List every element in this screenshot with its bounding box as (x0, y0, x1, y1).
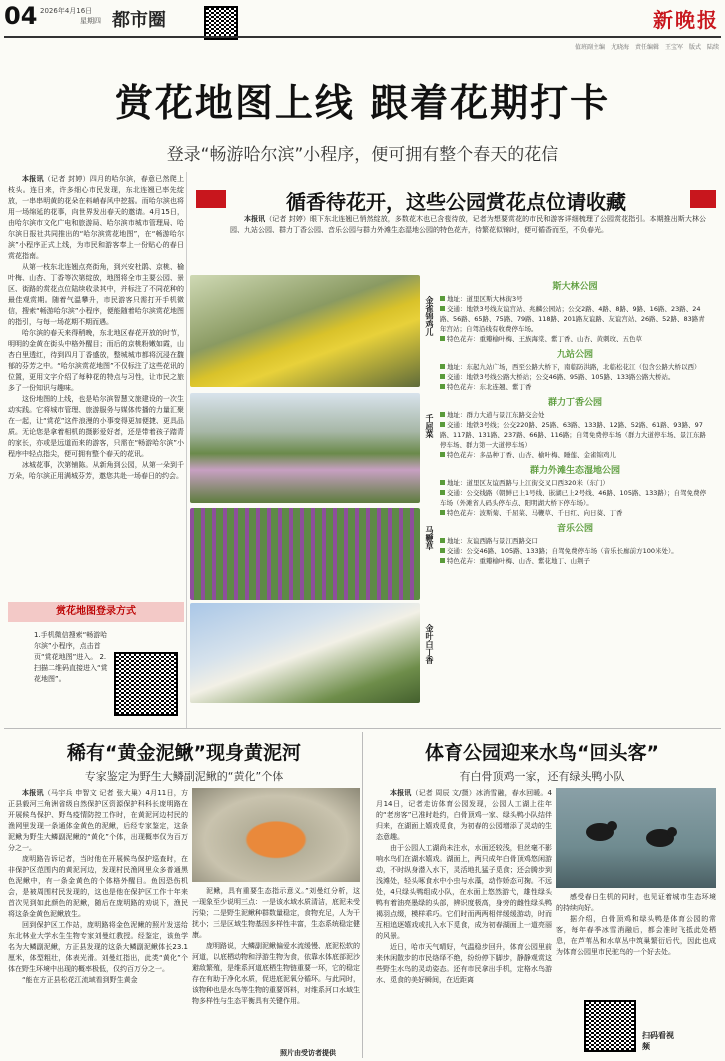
photo-forsythia (190, 275, 420, 387)
photo-credit: 照片由受访者提供 (280, 1049, 336, 1057)
bird-paragraph: 由于公园人工湖尚未注水，水面还较浅，但丝毫不影响水鸟们在湖水嬉戏。湖面上，两只成年白骨顶鸡悠闲游动，不时纵身潜入水下，灵活地扎猛子觅食；还会腾步到浅滩处，轻头啄食水中小虫与水藻，动作娇态可掬。不远处，4只绿头鸭组成小队，在水面上悠然游弋，雄性绿头鸭有着油亮墨绿的头部，辨识度极高，身旁的雌性绿头鸭褐羽点缀，模样乖巧。它们时而两两相伴缓缓游动，时而互相追逐嬉戏或扎入水下觅食，成为初春湖面上一道亮丽的风景。 (376, 844, 552, 940)
section-divider (4, 728, 721, 729)
park-transport: 交通：地铁3号线公路大桥站；公交46路、95路、105路、133路公路大桥站。 (447, 373, 675, 381)
loach-title: 稀有“黄金泥鳅”现身黄泥河 (67, 742, 301, 764)
photo-coots (556, 788, 716, 888)
photo-lilac (190, 603, 420, 703)
park-lead-byline-detail: （记者 封婷） (265, 215, 310, 223)
bird-paragraph: 据介绍，白骨顶鸡和绿头鸭是体育公园的常客，每年春季冰雪消融后，都会准时飞抵此处栖息，在芦苇丛和水草丛中筑巢繁衍后代，因此也成为体育公园里市民驼鸟的一个好去处。 (556, 915, 716, 956)
bird-paragraph: 感受春日生机的同时，也见证着城市生态环境的持续向好。 (556, 893, 716, 912)
park-address: 地址：友谊西路与景江西路交口 (447, 537, 538, 545)
bird-column-2 (556, 892, 716, 958)
lead-article (8, 174, 184, 482)
loach-paragraph: 庞明路说，大鳞副泥鳅偏爱水流缓慢、底泥松软的河道，以底栖动物和浮游生物为食，依靠水体底部泥沙避敌繁殖，是维系河道底栖生物链重要一环，它的稳定存在有助于净化水质，促进底泥氧分循环。与此同时，该物种也是水鸟等生物的重要饵料，对维系河口水域生物多样性与生态平衡具有关键作用。 (192, 942, 360, 1005)
park-transport: 交通：公交线路（朝鲜已上1号线、嵌湖已上2号线、46路、105路、133路）；自驾免费停车场（外滩省人码头停车点、阳明湖大桥下停车场）。 (440, 489, 707, 507)
photo-label: 千屈菜 (425, 414, 434, 438)
bird-byline-detail: （记者 周辰 文/摄） (411, 789, 476, 797)
loach-byline: 本报讯 (22, 789, 44, 797)
park-section-title: 循香待花开，这些公园赏花点位请收藏 (286, 190, 626, 214)
login-box-title: 赏花地图登录方式 (8, 602, 184, 622)
park-address: 地址：群力大道与景江东路交会处 (447, 411, 545, 419)
park-name: 斯大林公园 (552, 282, 598, 292)
park-flowers: 特色花卉：东北连翘、紫丁香 (447, 383, 532, 391)
photo-verbena (190, 508, 420, 600)
park-lead-byline: 本报讯 (244, 215, 266, 223)
loach-paragraph: 泥鳅，具有重要生态指示意义。”刘曼红分析，这一现象至少说明三点：一是该水域水质清洁，底泥未受污染；二是野生泥鳅种群数量稳定，食物充足，人为干扰小；三是区域生物基因多样性丰富，生态系统稳定健康。 (192, 887, 360, 939)
section-name: 都市圈 (112, 10, 166, 31)
park-flowers: 特色花卉：多品种丁香、山杏、榆叶梅、睡莲、金雀锦鸡儿 (447, 451, 616, 459)
lead-paragraph: 冰城花事，次第铺陈。从新角到公园，从第一朵到千万朵，哈尔滨正用满城芬芳，邀您共赴一场春日的约会。 (8, 461, 184, 480)
issue-weekday: 星期四 (80, 17, 101, 25)
login-qr-code[interactable] (114, 652, 178, 716)
park-section-lead (230, 214, 706, 236)
park-flowers: 特色花卉：波斯菊、千屈菜、马鞭草、千日红、向日葵、丁香 (447, 509, 623, 517)
photo-label: 金叶白丁香 (425, 624, 434, 664)
lead-byline: 本报讯 (22, 175, 44, 183)
main-headline: 赏花地图上线 跟着花期打卡 (114, 81, 611, 125)
photo-loosestrife (190, 393, 420, 503)
park-entry (440, 521, 710, 566)
park-name: 群力丁香公园 (547, 398, 602, 408)
bird-paragraph: 冰消雪融，春水回暖。4月14日，记者走访体育公园发现，公园人工湖上往年的“老房客”已准时赴约，白骨顶鸡一家、绿头鸭小队结伴归来，在湖面上嬉戏觅食，为初春的公园增添了灵动的生态意趣。 (376, 789, 552, 841)
photo-label: 金雀锦鸡儿 (425, 296, 434, 336)
lead-paragraph: 哈尔滨的春天来得稍晚，东北地区春花开放的时节，明明的金黄在街头中格外醒目；而后的京桃粉嫩如霞，山杏白里透红，待到四月丁香盛放，整城城市都将沉浸在馥郁的芬芳之中。“哈尔滨赏花地图”不仅标注了这些花讯的位置，更用文字介绍了每种花的特点与习性，让市民之旅多了一份知识与趣味。 (8, 329, 184, 392)
editors-line: 值班副主编 尤晓海 责任编辑 王宝军 版式 陆续 (574, 44, 719, 51)
page-number: 04 (4, 2, 38, 30)
video-qr-code[interactable] (584, 1000, 636, 1052)
park-list (440, 276, 710, 566)
column-divider (186, 172, 187, 728)
park-address: 地址：东起九站广场，西至公路大桥下，南临防洪路，北临松花江（包含公路大桥以西） (447, 363, 701, 371)
bird-paragraph: 近日，哈市天气晴好，气温稳步回升，体育公园里前来休闲散步的市民络绎不绝，纷纷停下脚步，静静观赏这些野生水鸟的灵动姿态。还有市民拿出手机，定格水鸟游水、觅食的美好瞬间，在近距离 (376, 943, 552, 984)
park-name: 九站公园 (556, 350, 593, 360)
bird-subtitle: 有白骨顶鸡一家，还有绿头鸭小队 (459, 770, 625, 783)
park-address: 地址：道里区友谊西路与上江街交叉口西320米（东门） (447, 479, 609, 487)
park-transport: 交通：地铁3号线友谊宫站、兆麟公园站；公交2路、4路、8路、9路、16路、23路、24路、56路、65路、75路、79路、118路、201路友谊路、友谊宫站、26路、52路、83路青年宫站；自驾沿线有收费停车场。 (440, 305, 705, 333)
header-qr-code[interactable] (204, 6, 238, 40)
park-flowers: 特色花卉：重瓣榆叶梅、山杏、紫花地丁、山荆子 (447, 557, 590, 565)
park-entry (440, 279, 710, 344)
park-transport: 交通：地铁3号线；公交220路、25路、63路、133路、12路、52路、61路、93路、97路、117路、131路、237路、66路、116路；自驾免费停车场（群力大道停车场、景江东路停车场、群力第一大道停车场） (440, 421, 706, 449)
park-name: 群力外滩生态湿地公园 (529, 466, 620, 476)
loach-paragraph: 4月11日，方正县毅河三角洲省级自然保护区资源保护科科长庞明路在开展候鸟保护、野鸟疫情防控工作时，在黄泥河边村民的渔网里发现一条通体金黄色的泥鳅，后经专家鉴定，这条泥鳅为野生大鳞副泥鳅的“黄化”个体，出现概率仅为百万分之一。 (8, 789, 188, 852)
park-lead-text: 眼下东北连翘已悄然绽放，多数花木也已含苞待放，记者为想要赏花的市民和游客详细梳理了公园赏花指引。本期推出斯大林公园、九站公园、群力丁香公园、音乐公园与群力外滩生态湿地公园的特色花卉，待繁花似锦时，便可循香而至，不负春光。 (230, 215, 707, 234)
header-divider (4, 36, 721, 38)
loach-paragraph: “能在方正县松花江流域看到野生黄金 (22, 976, 138, 984)
login-box-steps: 1.手机微信搜索“畅游哈尔滨”小程序，点击首页“赏花地图”进入。 2.扫描二维码直接进入“赏花地图”。 (34, 631, 108, 683)
lead-paragraph: 四月的哈尔滨，春意已然爬上枝头。连日来，许多细心市民发现，东北连翘已率先绽放，一串串明黄的花朵在料峭春风中挖摇。而哈尔滨也将用一场绵延的花事，向世界发出春天的邀请。4月15日，由哈尔滨市文化广电和旅游局、哈尔滨市城市管理局、哈尔滨日报社共同推出的“哈尔滨赏花地图”，在“畅游哈尔滨”小程序正式上线，为市民和游客奉上一份贴心的春日赏花指南。 (8, 175, 185, 260)
lead-paragraph: 这份地图的上线，也是哈尔滨智慧文旅建设的一次生动实践。它将城市管理、旅游服务与媒体传播的力量汇聚在一起，让“赏花”这件浪漫的小事变得更加便捷、更具品质。无论您是拿着相机的摄影爱好者，还是带着孩子踏青的家长，亦或是远道而来的游客，只需在“畅游哈尔滨”小程序中轻点指尖，便可拥有整个春天的花讯。 (8, 395, 184, 458)
park-address: 地址：道里区斯大林街3号 (447, 295, 523, 303)
photo-golden-loach (192, 788, 360, 882)
lead-paragraph: 从第一枝东北连翘点亮街角，到兴安杜鹃、京桃、榆叶梅、山杏、丁香等次第绽放，地图将全市主要公园、景区、街路的赏花点位陆续收录其中，并标注了不同花种的最佳观赏期。随着气温攀升，市民游客只需打开手机微信，搜索“畅游哈尔滨”小程序，便能随着哈尔滨赏花地图的指引，与每一场花期不期而遇。 (8, 263, 184, 326)
park-transport: 交通：公交46路、105路、133路；自驾免费停车场（音乐长廊前方100米处）。 (447, 547, 678, 555)
lead-byline-detail: （记者 封婷） (43, 175, 90, 183)
bottom-column-divider (362, 732, 363, 1058)
loach-subtitle: 专家鉴定为野生大鳞副泥鳅的“黄化”个体 (84, 770, 284, 783)
newspaper-logo: 新晚报 (653, 8, 719, 32)
photo-label: 马鞭草 (425, 526, 434, 550)
bird-byline: 本报讯 (390, 789, 412, 797)
bird-title: 体育公园迎来水鸟“回头客” (425, 742, 659, 764)
loach-column-1 (8, 788, 188, 986)
park-entry (440, 463, 710, 518)
loach-column-2 (192, 886, 360, 1007)
video-qr-label: 扫码看视频 (642, 1031, 674, 1051)
coot-silhouettes (556, 788, 716, 888)
issue-date: 2026年4月16日 (40, 7, 93, 15)
bird-column-1 (376, 788, 552, 986)
loach-paragraph: 庞明路告诉记者，当时他在开展候鸟保护巡查时，在非保护区范围内的黄泥河边，发现村民渔网里众多普通黑色泥鳅中，有一条金黄色的个体格外醒目。鱼因恐伤机会，是被周围村民发现的，这也是他在保护区工作十年来首次见到如此颜色的泥鳅，随后在庞明路的劝说下，渔民将这条金黄色泥鳅放生。 (8, 855, 188, 918)
park-entry (440, 395, 710, 460)
park-name: 音乐公园 (556, 524, 593, 534)
loach-byline-detail: （马宇兵 申智文 记者 张大巢） (43, 789, 146, 797)
park-entry (440, 347, 710, 392)
park-flowers: 特色花卉：重瓣榆叶梅、王族海棠、紫丁香、山杏、黄刺玫、五色草 (447, 335, 642, 343)
loach-paragraph: 回到保护区工作站，庞明路将金色泥鳅的照片发送给东北林业大学水生生物专家刘曼红教授。经鉴定，该鱼学名为大鳞副泥鳅，方正县发现的这条大鳞副泥鳅体长23.1厘米，体型粗壮，体表光滑。刘曼红指出，此类“黄化”个体在野生环境中出现的概率极低，仅约百万分之一。 (8, 921, 188, 973)
main-subhead: 登录“畅游哈尔滨”小程序，便可拥有整个春天的花信 (166, 145, 559, 165)
